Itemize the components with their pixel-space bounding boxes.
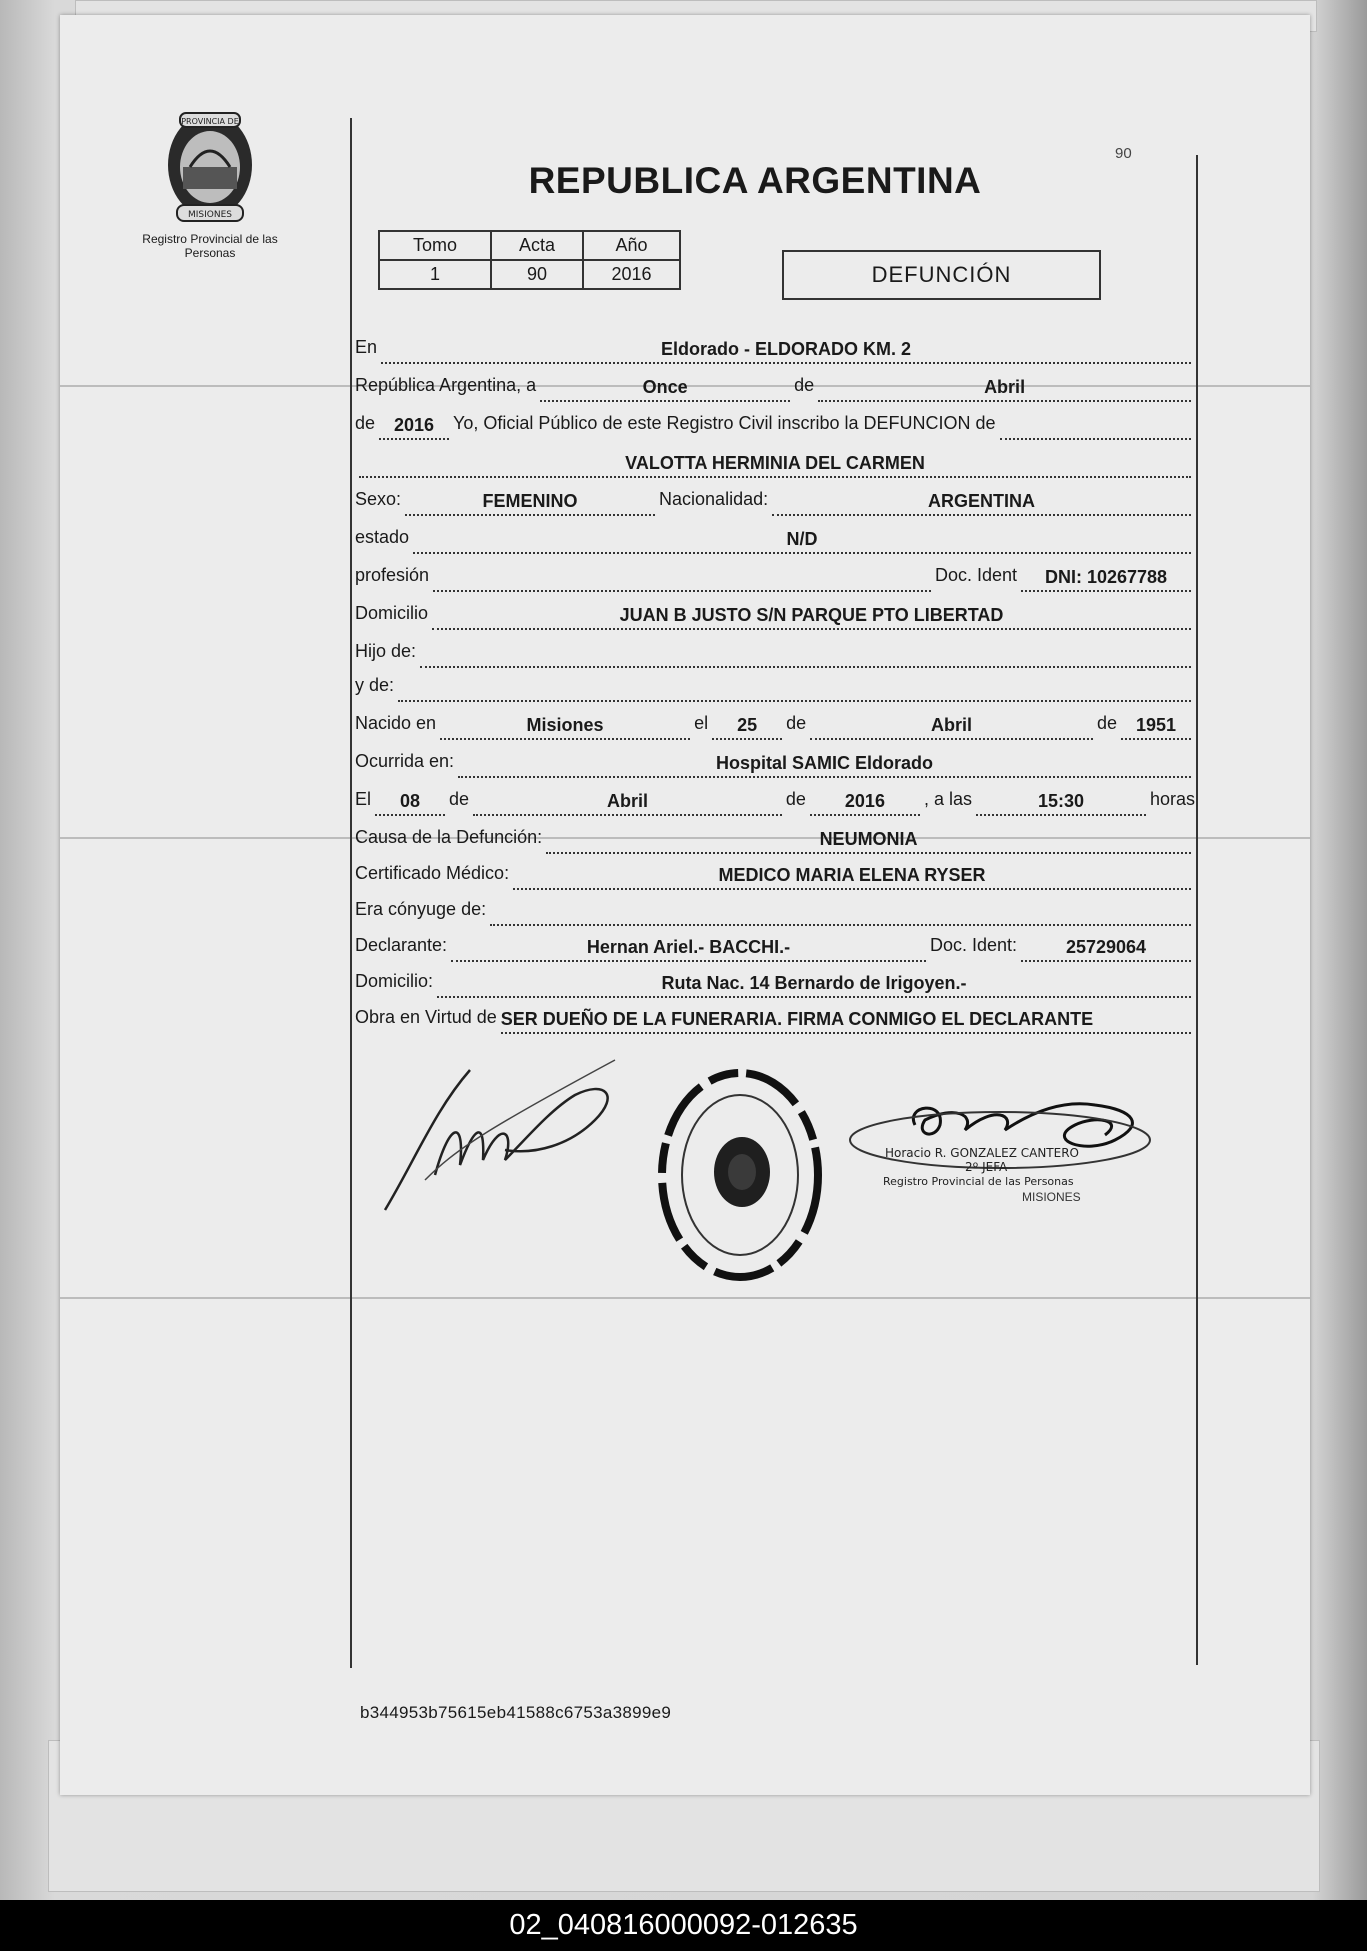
form-row-place <box>355 330 1195 364</box>
certificado-value: MEDICO MARIA ELENA RYSER <box>513 865 1191 890</box>
ocurrida-label: Ocurrida en: <box>355 751 455 771</box>
yde-value <box>398 698 1191 702</box>
official-round-stamp <box>650 1060 830 1290</box>
certificado-label: Certificado Médico: <box>355 863 510 883</box>
form-row-certificado <box>355 856 1195 890</box>
record-reference-table <box>378 230 681 290</box>
acta-value: 90 <box>491 260 583 289</box>
republic-title: REPUBLICA ARGENTINA <box>528 160 982 201</box>
logo-text-top: PROVINCIA DE <box>181 117 239 126</box>
en-label: En <box>355 337 378 357</box>
death-el-label: El <box>355 789 372 809</box>
estado-label: estado <box>355 527 410 547</box>
nacionalidad-value: ARGENTINA <box>772 491 1191 516</box>
declarante-label: Declarante: <box>355 935 448 955</box>
place-value: Eldorado - ELDORADO KM. 2 <box>381 339 1191 364</box>
nacido-label: Nacido en <box>355 713 437 733</box>
form-row-hijo <box>355 634 1195 668</box>
horas-label: horas <box>1149 789 1195 809</box>
sexo-value: FEMENINO <box>405 491 655 516</box>
tomo-header: Tomo <box>379 231 491 260</box>
death-time-value: 15:30 <box>976 791 1146 816</box>
profesion-label: profesión <box>355 565 430 585</box>
domicilio-label: Domicilio <box>355 603 429 623</box>
obra-label: Obra en Virtud de <box>355 1007 497 1027</box>
form-row-death-date <box>355 782 1195 816</box>
declarant-signature <box>375 1050 635 1220</box>
ocurrida-value: Hospital SAMIC Eldorado <box>458 753 1191 778</box>
form-row-estado <box>355 520 1195 554</box>
birth-de-label-2: de <box>1096 713 1117 733</box>
decl-domicilio-label: Domicilio: <box>355 971 434 991</box>
decl-doc-value: 25729064 <box>1021 937 1191 962</box>
acta-header: Acta <box>491 231 583 260</box>
nacionalidad-label: Nacionalidad: <box>659 489 769 509</box>
doc-ident-value: DNI: 10267788 <box>1021 567 1191 592</box>
birth-de-label: de <box>786 713 807 733</box>
form-row-profesion <box>355 558 1195 592</box>
causa-value: NEUMONIA <box>546 829 1191 854</box>
birth-day-value: 25 <box>712 715 782 740</box>
year-value: 2016 <box>379 415 449 440</box>
declarante-value: Hernan Ariel.- BACCHI.- <box>451 937 926 962</box>
death-year-value: 2016 <box>810 791 920 816</box>
de-label: de <box>794 375 815 395</box>
form-row-registro <box>355 406 1195 440</box>
year-de-label: de <box>355 413 376 433</box>
yde-label: y de: <box>355 675 395 695</box>
official-province: MISIONES <box>1022 1190 1081 1204</box>
fold-line <box>60 1297 1310 1299</box>
causa-label: Causa de la Defunción: <box>355 827 543 847</box>
registry-caption: Registro Provincial de las Personas <box>142 232 278 260</box>
form-row-ocurrida <box>355 744 1195 778</box>
anio-value: 2016 <box>583 260 680 289</box>
month-value: Abril <box>818 377 1191 402</box>
form-row-decl-domicilio <box>355 964 1195 998</box>
left-margin-line <box>350 118 352 1668</box>
deceased-name: VALOTTA HERMINIA DEL CARMEN <box>359 453 1191 478</box>
form-row-declarante <box>355 928 1195 962</box>
death-de-label-2: de <box>785 789 806 809</box>
logo-text-bottom: MISIONES <box>187 210 233 220</box>
anio-header: Año <box>583 231 680 260</box>
republica-label: República Argentina, a <box>355 375 537 395</box>
obra-value: SER DUEÑO DE LA FUNERARIA. FIRMA CONMIGO EL DECLARANTE <box>501 1009 1191 1034</box>
record-type-box: DEFUNCIÓN <box>782 250 1101 300</box>
hijo-label: Hijo de: <box>355 641 417 661</box>
document-hash: b344953b75615eb41588c6753a3899e9 <box>360 1703 672 1722</box>
misiones-coat-of-arms-logo <box>155 105 265 235</box>
form-row-date <box>355 368 1195 402</box>
right-margin-line <box>1196 155 1198 1665</box>
death-day-value: 08 <box>375 791 445 816</box>
scan-id-footer: 02_040816000092-012635 <box>0 1900 1367 1951</box>
domicilio-value: JUAN B JUSTO S/N PARQUE PTO LIBERTAD <box>432 605 1191 630</box>
estado-value: N/D <box>413 529 1191 554</box>
form-row-domicilio <box>355 596 1195 630</box>
registro-text: Yo, Oficial Público de este Registro Civil inscribo la DEFUNCION de <box>453 413 996 433</box>
conyuge-value <box>490 922 1191 926</box>
form-row-causa <box>355 820 1195 854</box>
form-row-yde <box>355 668 1195 702</box>
official-role: 2º JEFA <box>965 1160 1008 1174</box>
decl-domicilio-value: Ruta Nac. 14 Bernardo de Irigoyen.- <box>437 973 1191 998</box>
registro-blank <box>1000 436 1191 440</box>
form-row-conyuge <box>355 892 1195 926</box>
sexo-label: Sexo: <box>355 489 402 509</box>
form-row-sex <box>355 482 1195 516</box>
death-de-label: de <box>449 789 470 809</box>
alas-label: , a las <box>923 789 972 809</box>
page-number: 90 <box>1115 145 1132 162</box>
day-value: Once <box>540 377 790 402</box>
doc-ident-label: Doc. Ident <box>934 565 1017 585</box>
form-row-obra <box>355 1000 1195 1034</box>
death-month-value: Abril <box>473 791 782 816</box>
profesion-value <box>433 588 931 592</box>
official-name: Horacio R. GONZALEZ CANTERO <box>885 1146 1079 1160</box>
birth-month-value: Abril <box>810 715 1093 740</box>
birth-el-label: el <box>694 713 709 733</box>
tomo-value: 1 <box>379 260 491 289</box>
conyuge-label: Era cónyuge de: <box>355 899 487 919</box>
form-row-birth <box>355 706 1195 740</box>
birth-place-value: Misiones <box>440 715 690 740</box>
birth-year-value: 1951 <box>1121 715 1191 740</box>
official-signature <box>845 1085 1155 1195</box>
decl-doc-label: Doc. Ident: <box>929 935 1017 955</box>
official-office: Registro Provincial de las Personas <box>883 1175 1074 1188</box>
form-row-name <box>355 444 1195 478</box>
